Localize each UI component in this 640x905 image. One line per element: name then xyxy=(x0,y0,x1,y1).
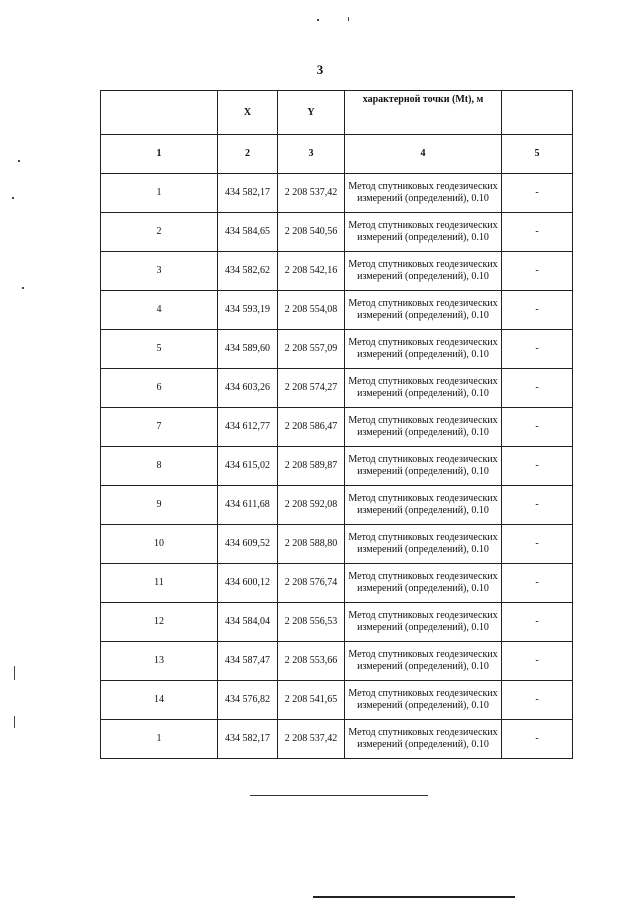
divider-line xyxy=(250,795,428,796)
table-row xyxy=(101,564,573,603)
point-number-cell: 3 xyxy=(101,252,218,291)
point-number-cell: 1 xyxy=(101,174,218,213)
note-cell: - xyxy=(502,525,573,564)
method-cell: Метод спутниковых геодезических измерений (определений), 0.10 xyxy=(345,564,502,603)
table-row xyxy=(101,681,573,720)
note-cell: - xyxy=(502,369,573,408)
point-number-cell: 4 xyxy=(101,291,218,330)
header-cell-accuracy: характерной точки (Mt), м xyxy=(345,91,502,135)
scan-mark xyxy=(12,197,14,199)
column-number: 2 xyxy=(218,135,278,174)
note-cell: - xyxy=(502,486,573,525)
x-coordinate-cell: 434 576,82 xyxy=(218,681,278,720)
note-cell: - xyxy=(502,564,573,603)
scan-mark xyxy=(22,287,24,289)
note-cell: - xyxy=(502,681,573,720)
table-row xyxy=(101,369,573,408)
table-row xyxy=(101,486,573,525)
point-number-cell: 9 xyxy=(101,486,218,525)
y-coordinate-cell: 2 208 574,27 xyxy=(278,369,345,408)
method-cell: Метод спутниковых геодезических измерений (определений), 0.10 xyxy=(345,447,502,486)
x-coordinate-cell: 434 582,62 xyxy=(218,252,278,291)
header-cell-col1 xyxy=(101,91,218,135)
table-row xyxy=(101,447,573,486)
table-row xyxy=(101,408,573,447)
y-coordinate-cell: 2 208 589,87 xyxy=(278,447,345,486)
method-cell: Метод спутниковых геодезических измерений (определений), 0.10 xyxy=(345,330,502,369)
y-coordinate-cell: 2 208 537,42 xyxy=(278,720,345,759)
point-number-cell: 5 xyxy=(101,330,218,369)
method-cell: Метод спутниковых геодезических измерений (определений), 0.10 xyxy=(345,174,502,213)
method-cell: Метод спутниковых геодезических измерений (определений), 0.10 xyxy=(345,681,502,720)
y-coordinate-cell: 2 208 576,74 xyxy=(278,564,345,603)
x-coordinate-cell: 434 589,60 xyxy=(218,330,278,369)
point-number-cell: 7 xyxy=(101,408,218,447)
note-cell: - xyxy=(502,447,573,486)
table-row xyxy=(101,330,573,369)
method-cell: Метод спутниковых геодезических измерений (определений), 0.10 xyxy=(345,252,502,291)
coordinates-table xyxy=(100,90,573,759)
column-number: 4 xyxy=(345,135,502,174)
note-cell: - xyxy=(502,603,573,642)
note-cell: - xyxy=(502,642,573,681)
method-cell: Метод спутниковых геодезических измерений (определений), 0.10 xyxy=(345,603,502,642)
method-cell: Метод спутниковых геодезических измерений (определений), 0.10 xyxy=(345,291,502,330)
method-cell: Метод спутниковых геодезических измерений (определений), 0.10 xyxy=(345,486,502,525)
x-coordinate-cell: 434 611,68 xyxy=(218,486,278,525)
y-coordinate-cell: 2 208 586,47 xyxy=(278,408,345,447)
header-cell-col5 xyxy=(502,91,573,135)
scan-mark xyxy=(317,19,319,21)
x-coordinate-cell: 434 603,26 xyxy=(218,369,278,408)
column-number: 1 xyxy=(101,135,218,174)
table-row xyxy=(101,174,573,213)
x-coordinate-cell: 434 615,02 xyxy=(218,447,278,486)
method-cell: Метод спутниковых геодезических измерений (определений), 0.10 xyxy=(345,369,502,408)
table-row xyxy=(101,720,573,759)
x-coordinate-cell: 434 593,19 xyxy=(218,291,278,330)
method-cell: Метод спутниковых геодезических измерений (определений), 0.10 xyxy=(345,213,502,252)
note-cell: - xyxy=(502,720,573,759)
point-number-cell: 11 xyxy=(101,564,218,603)
method-cell: Метод спутниковых геодезических измерений (определений), 0.10 xyxy=(345,720,502,759)
y-coordinate-cell: 2 208 553,66 xyxy=(278,642,345,681)
point-number-cell: 13 xyxy=(101,642,218,681)
page-number: 3 xyxy=(316,62,324,77)
scan-mark xyxy=(14,716,15,728)
y-coordinate-cell: 2 208 592,08 xyxy=(278,486,345,525)
x-coordinate-cell: 434 584,65 xyxy=(218,213,278,252)
note-cell: - xyxy=(502,252,573,291)
point-number-cell: 12 xyxy=(101,603,218,642)
method-cell: Метод спутниковых геодезических измерений (определений), 0.10 xyxy=(345,642,502,681)
note-cell: - xyxy=(502,174,573,213)
x-coordinate-cell: 434 582,17 xyxy=(218,720,278,759)
note-cell: - xyxy=(502,330,573,369)
y-coordinate-cell: 2 208 537,42 xyxy=(278,174,345,213)
x-coordinate-cell: 434 600,12 xyxy=(218,564,278,603)
x-coordinate-cell: 434 609,52 xyxy=(218,525,278,564)
note-cell: - xyxy=(502,291,573,330)
table-row xyxy=(101,291,573,330)
column-number: 3 xyxy=(278,135,345,174)
scan-mark xyxy=(18,160,20,162)
x-coordinate-cell: 434 587,47 xyxy=(218,642,278,681)
header-cell-y: Y xyxy=(278,91,345,135)
method-cell: Метод спутниковых геодезических измерений (определений), 0.10 xyxy=(345,408,502,447)
y-coordinate-cell: 2 208 556,53 xyxy=(278,603,345,642)
point-number-cell: 14 xyxy=(101,681,218,720)
column-number: 5 xyxy=(502,135,573,174)
table-row xyxy=(101,603,573,642)
divider-line xyxy=(313,896,515,898)
note-cell: - xyxy=(502,408,573,447)
y-coordinate-cell: 2 208 541,65 xyxy=(278,681,345,720)
y-coordinate-cell: 2 208 588,80 xyxy=(278,525,345,564)
point-number-cell: 6 xyxy=(101,369,218,408)
table-body xyxy=(101,174,573,759)
scan-mark xyxy=(348,17,349,21)
point-number-cell: 10 xyxy=(101,525,218,564)
table-row xyxy=(101,213,573,252)
point-number-cell: 2 xyxy=(101,213,218,252)
y-coordinate-cell: 2 208 554,08 xyxy=(278,291,345,330)
method-cell: Метод спутниковых геодезических измерений (определений), 0.10 xyxy=(345,525,502,564)
x-coordinate-cell: 434 584,04 xyxy=(218,603,278,642)
scan-mark xyxy=(14,666,15,680)
y-coordinate-cell: 2 208 540,56 xyxy=(278,213,345,252)
y-coordinate-cell: 2 208 557,09 xyxy=(278,330,345,369)
table-row xyxy=(101,642,573,681)
header-cell-x: X xyxy=(218,91,278,135)
point-number-cell: 1 xyxy=(101,720,218,759)
x-coordinate-cell: 434 612,77 xyxy=(218,408,278,447)
point-number-cell: 8 xyxy=(101,447,218,486)
table-header-row xyxy=(101,91,573,135)
y-coordinate-cell: 2 208 542,16 xyxy=(278,252,345,291)
table-row xyxy=(101,525,573,564)
x-coordinate-cell: 434 582,17 xyxy=(218,174,278,213)
table-row xyxy=(101,252,573,291)
column-number-row xyxy=(101,135,573,174)
note-cell: - xyxy=(502,213,573,252)
